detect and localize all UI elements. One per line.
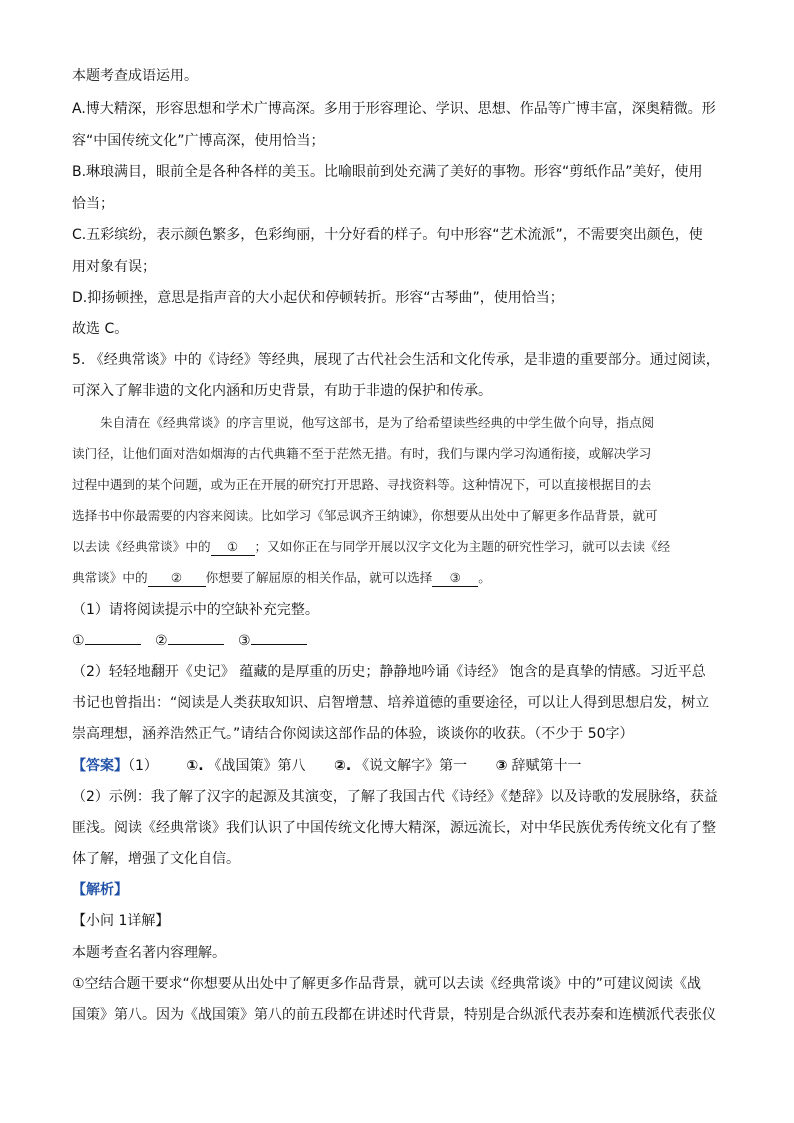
answer-text: 辞赋第十一 — [511, 758, 582, 774]
option-b-line-1: B.琳琅满目，眼前全是各种各样的美玉。比喻眼前到处充满了美好的事物。形容“剪纸作品”美好，使用 — [72, 164, 703, 180]
passage-line-5 — [72, 537, 670, 557]
passage-line-1: 朱自清在《经典常谈》的序言里说，他写这部书，是为了给希望读些经典的中学生做个向导，指点阅 — [100, 415, 655, 430]
answer-blank — [85, 644, 141, 645]
passage-text: 你想要了解屈原的相关作品，就可以选择 — [205, 570, 433, 585]
answer-part: （1） — [128, 758, 158, 774]
sub-question-2-line-1: （2）轻轻地翻开《史记》 蕴藏的是厚重的历史；静静地吟诵《诗经》 饱含的是真挚的情感。习近平总 — [72, 664, 706, 680]
passage-text: 。 — [478, 570, 491, 585]
passage-text: 以去读《经典常谈》中的 — [72, 539, 211, 554]
answer-sub-2-line-1: （2）示例：我了解了汉字的起源及其演变，了解了我国古代《诗经》《楚辞》以及诗歌的发展脉络，获益 — [72, 789, 718, 805]
option-d-line-1: D.抑扬顿挫，意思是指声音的大小起伏和停顿转折。形容“古琴曲”，使用恰当； — [72, 290, 564, 306]
answer-sub-2-line-2: 匪浅。阅读《经典常谈》我们认识了中国传统文化博大精深，源远流长，对中华民族优秀传统文化有了整 — [72, 820, 716, 836]
answer-num: ②. — [334, 758, 352, 774]
sub-question-1-detail-tag: 【小问 1详解】 — [72, 913, 170, 929]
answer-num: ①. — [186, 758, 204, 774]
analysis-tag: 【解析】 — [72, 882, 128, 898]
analysis-b-line-2: 国策》第八。因为《战国策》第八的前五段都在讲述时代背景，特别是合纵派代表苏秦和连横派代表张仪 — [72, 1007, 716, 1023]
blank-3: ③ — [432, 570, 478, 587]
option-a-line-2: 容“中国传统文化”广博高深，使用恰当； — [72, 133, 325, 149]
sub-question-1-blanks — [72, 631, 307, 651]
answer-tag: 【答案】 — [72, 758, 128, 774]
analysis-intro: 本题考查成语运用。 — [72, 68, 198, 84]
sub-question-2-line-2: 书记也曾指出：“阅读是人类获取知识、启智增慧、培养道德的重要途径，可以让人得到思想启发，树立 — [72, 695, 710, 711]
passage-line-4: 选择书中你最需要的内容来阅读。比如学习《邹忌讽齐王纳谏》，你想要从出处中了解更多作品背景，就可 — [72, 508, 658, 523]
passage-line-6 — [72, 568, 491, 588]
option-c-line-2: 用对象有误； — [72, 259, 156, 275]
blank-label: ③ — [238, 633, 251, 649]
answer-text: 《说文解字》第一 — [355, 758, 468, 774]
sub-question-2-line-3: 崇高理想，涵养浩然正气。”请结合你阅读这部作品的体验，谈谈你的收获。（不少于 50字） — [72, 726, 634, 742]
answer-sub-2-line-3: 体了解，增强了文化自信。 — [72, 851, 240, 867]
sub-question-1-prompt: （1）请将阅读提示中的空缺补充完整。 — [72, 602, 319, 618]
blank-1: ① — [211, 539, 255, 556]
answer-item-3 — [496, 758, 582, 774]
blank-label: ② — [155, 633, 168, 649]
passage-text: ；又如你正在与同学开展以汉字文化为主题的研究性学习，就可以去读《经 — [254, 539, 671, 554]
analysis-b-intro: 本题考查名著内容理解。 — [72, 945, 226, 961]
answer-item-1 — [186, 758, 305, 774]
blank-2: ② — [148, 570, 206, 587]
answer-text: 《战国策》第八 — [207, 758, 306, 774]
option-c-line-1: C.五彩缤纷，表示颜色繁多，色彩绚丽，十分好看的样子。句中形容“艺术流派”，不需要突出颜色，使 — [72, 227, 703, 243]
question-5-stem-line-2: 可深入了解非遗的文化内涵和历史背景，有助于非遗的保护和传承。 — [72, 383, 492, 399]
answer-line-1 — [72, 756, 581, 776]
answer-num: ③ — [495, 758, 508, 774]
answer-item-2 — [334, 758, 467, 774]
passage-line-2: 读门径，让他们面对浩如烟海的古代典籍不至于茫然无措。有时，我们与课内学习沟通衔接，或解决学习 — [72, 446, 652, 461]
answer-blank — [251, 644, 307, 645]
analysis-conclusion: 故选 C。 — [72, 321, 129, 337]
option-a-line-1: A.博大精深，形容思想和学术广博高深。多用于形容理论、学识、思想、作品等广博丰富，深奥精微。形 — [72, 101, 716, 117]
analysis-b-line-1: ①空结合题干要求“你想要从出处中了解更多作品背景，就可以去读《经典常谈》中的”可建议阅读《战 — [72, 976, 702, 992]
answer-blank — [168, 644, 224, 645]
blank-label: ① — [72, 633, 85, 649]
option-b-line-2: 恰当； — [72, 196, 114, 212]
passage-line-3: 过程中遇到的某个问题，或为正在开展的研究打开思路、寻找资料等。这种情况下，可以直接根据目的去 — [72, 477, 652, 492]
question-5-stem-line-1: 5. 《经典常谈》中的《诗经》等经典，展现了古代社会生活和文化传承，是非遗的重要部分。通过阅读， — [72, 352, 720, 368]
passage-text: 典常谈》中的 — [72, 570, 148, 585]
